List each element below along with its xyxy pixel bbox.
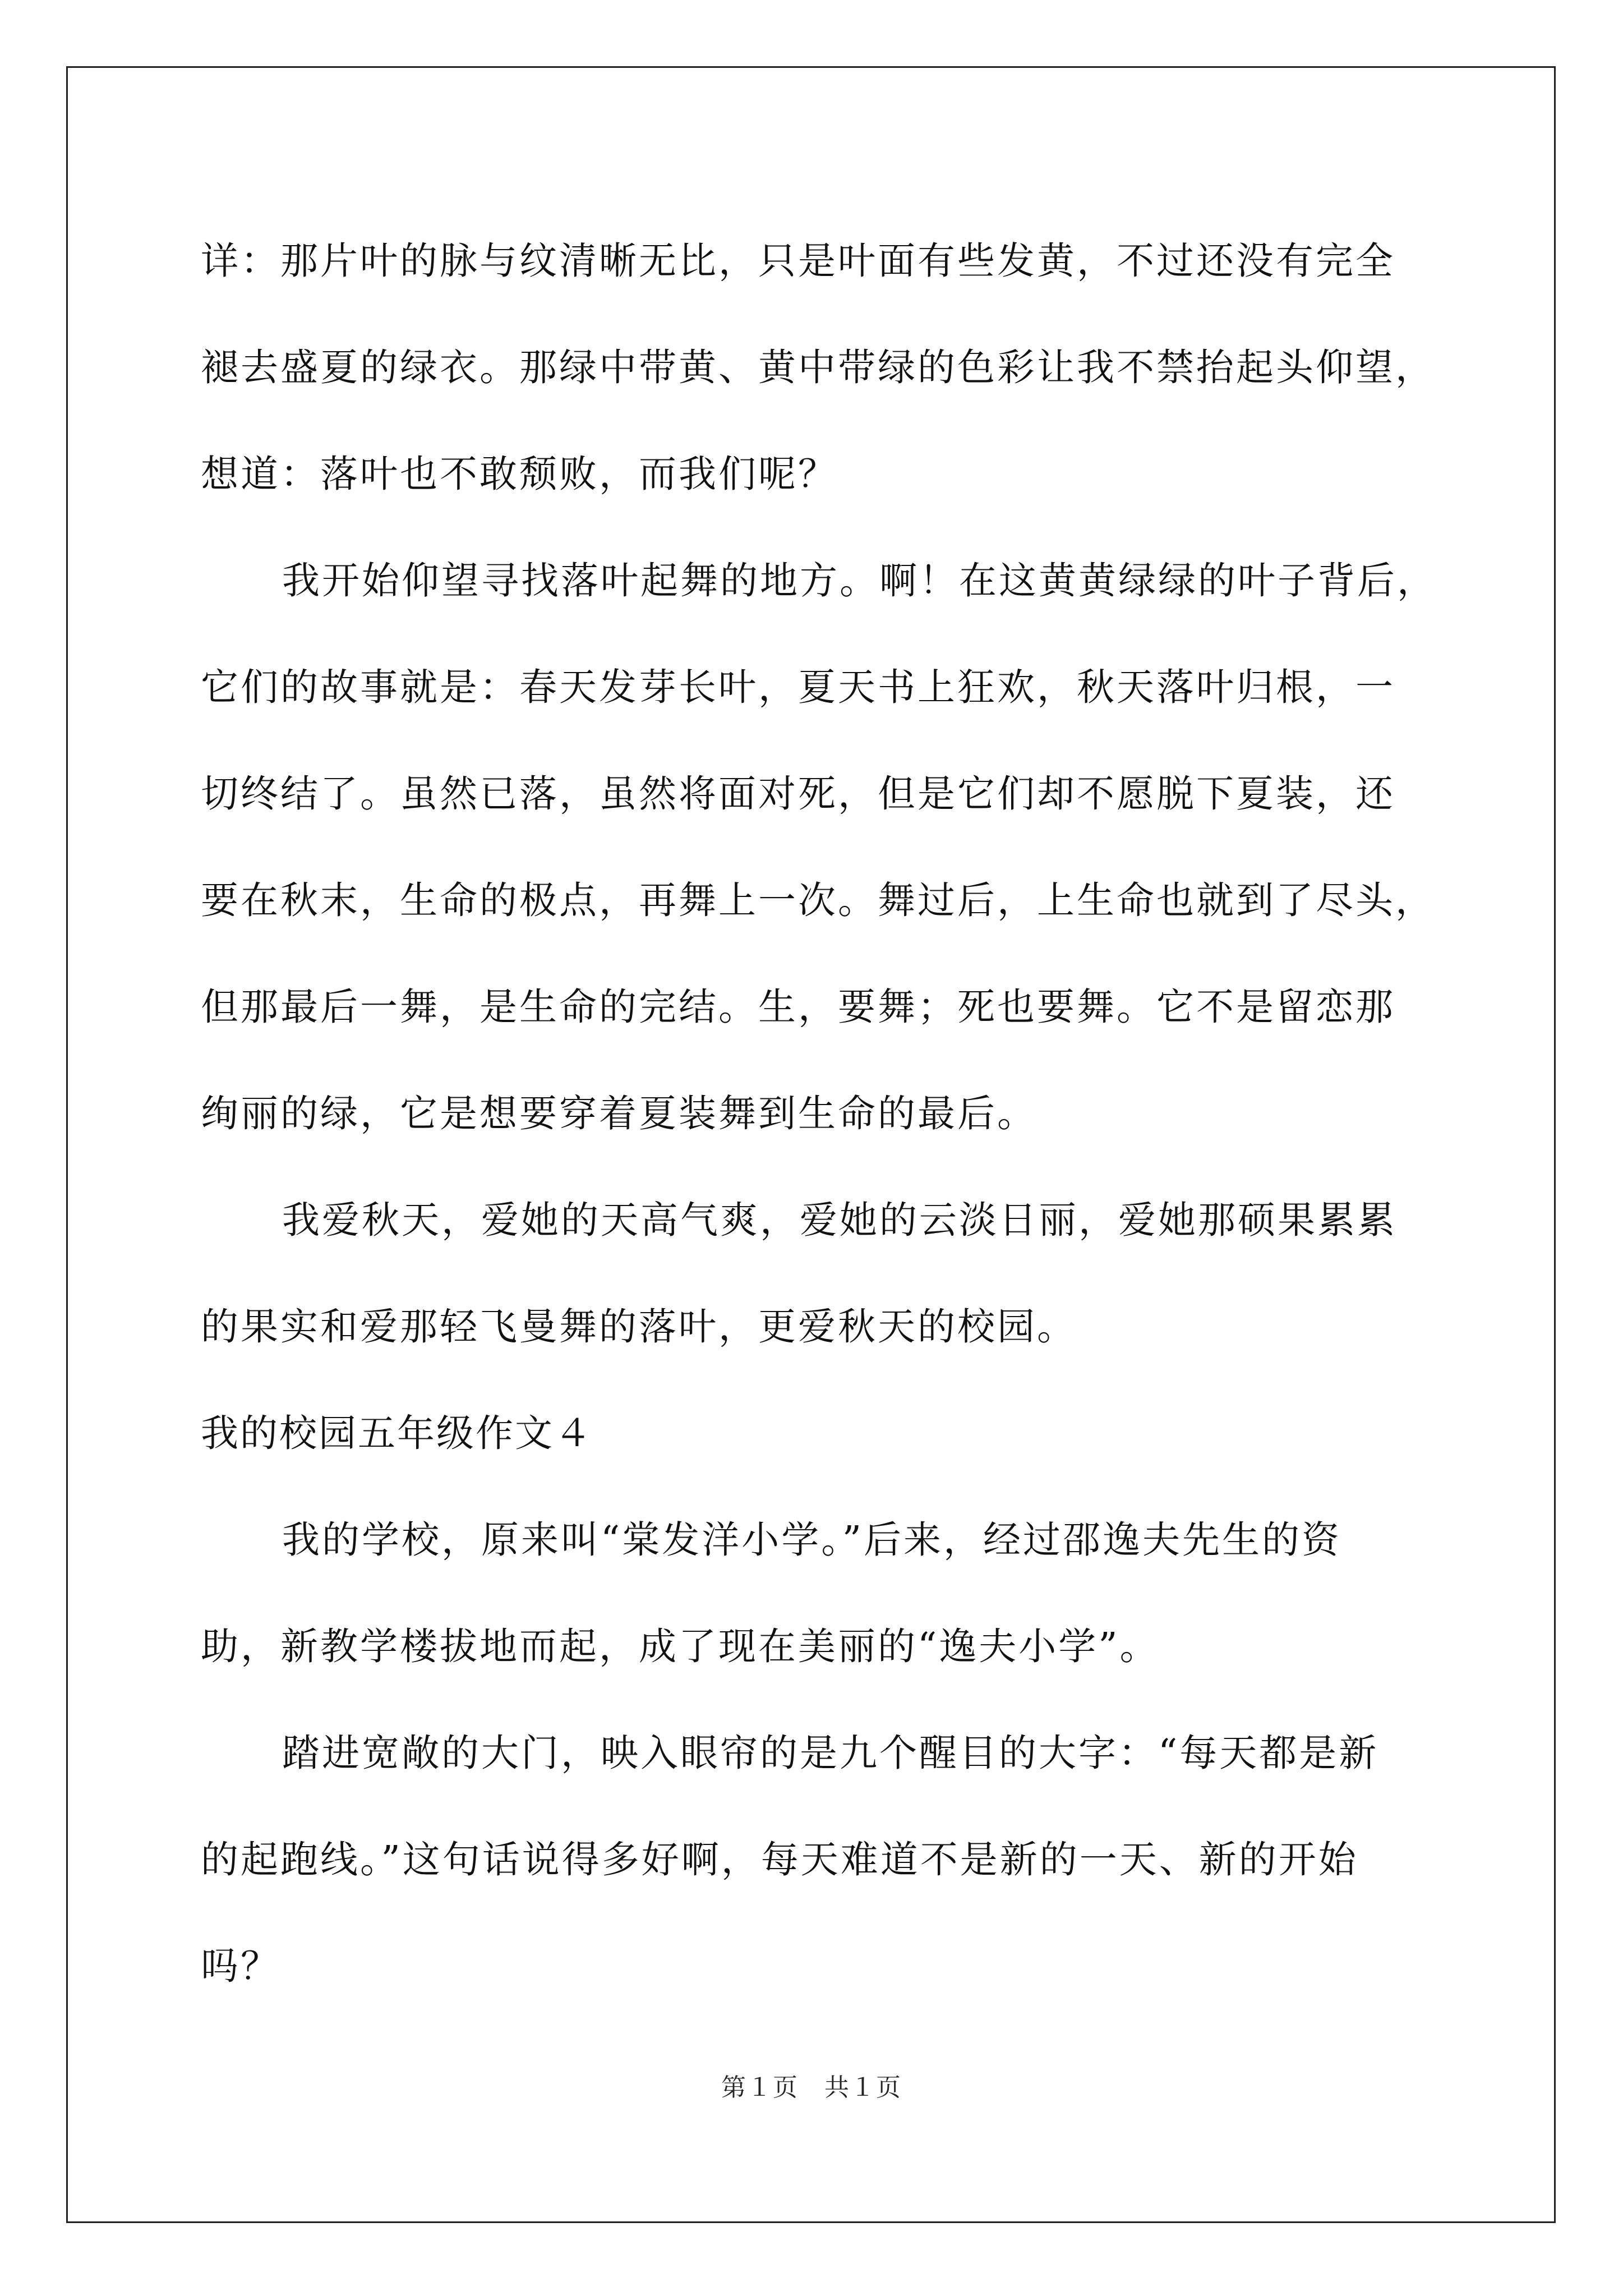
text-line: 的果实和爱那轻飞曼舞的落叶，更爱秋天的校园。 bbox=[201, 1305, 1077, 1349]
document-body bbox=[201, 208, 1471, 2019]
text-line: 的起跑线。”这句话说得多好啊，每天难道不是新的一天、新的开始 bbox=[201, 1838, 1358, 1881]
section-heading: 我的校园五年级作文４ bbox=[201, 1411, 593, 1455]
text-line: 但那最后一舞，是生命的完结。生，要舞；死也要舞。它不是留恋那 bbox=[201, 985, 1395, 1029]
text-line: 助，新教学楼拔地而起，成了现在美丽的“逸夫小学”。 bbox=[201, 1625, 1160, 1668]
text-line: 绚丽的绿，它是想要穿着夏装舞到生命的最后。 bbox=[201, 1092, 1037, 1135]
text-line: 详：那片叶的脉与纹清晰无比，只是叶面有些发黄，不过还没有完全 bbox=[201, 239, 1395, 283]
text-line: 褪去盛夏的绿衣。那绿中带黄、黄中带绿的色彩让我不禁抬起头仰望， bbox=[201, 346, 1435, 389]
paragraph-start-line: 我开始仰望寻找落叶起舞的地方。啊！在这黄黄绿绿的叶子背后， bbox=[282, 559, 1437, 602]
text-line: 吗？ bbox=[201, 1944, 280, 1988]
paragraph-start-line: 我爱秋天，爱她的天高气爽，爱她的云淡日丽，爱她那硕果累累 bbox=[282, 1198, 1397, 1242]
text-line: 切终结了。虽然已落，虽然将面对死，但是它们却不愿脱下夏装，还 bbox=[201, 772, 1395, 816]
paragraph-start-line: 我的学校，原来叫“棠发洋小学。”后来，经过邵逸夫先生的资 bbox=[282, 1518, 1342, 1562]
page-footer: 第１页 共１页 bbox=[721, 2073, 902, 2102]
text-line: 它们的故事就是：春天发芽长叶，夏天书上狂欢，秋天落叶归根，一 bbox=[201, 665, 1395, 709]
text-line: 想道：落叶也不敢颓败，而我们呢？ bbox=[201, 452, 838, 496]
text-line: 要在秋末，生命的极点，再舞上一次。舞过后，上生命也就到了尽头， bbox=[201, 878, 1435, 922]
paragraph-start-line: 踏进宽敞的大门，映入眼帘的是九个醒目的大字：“每天都是新 bbox=[282, 1731, 1379, 1775]
